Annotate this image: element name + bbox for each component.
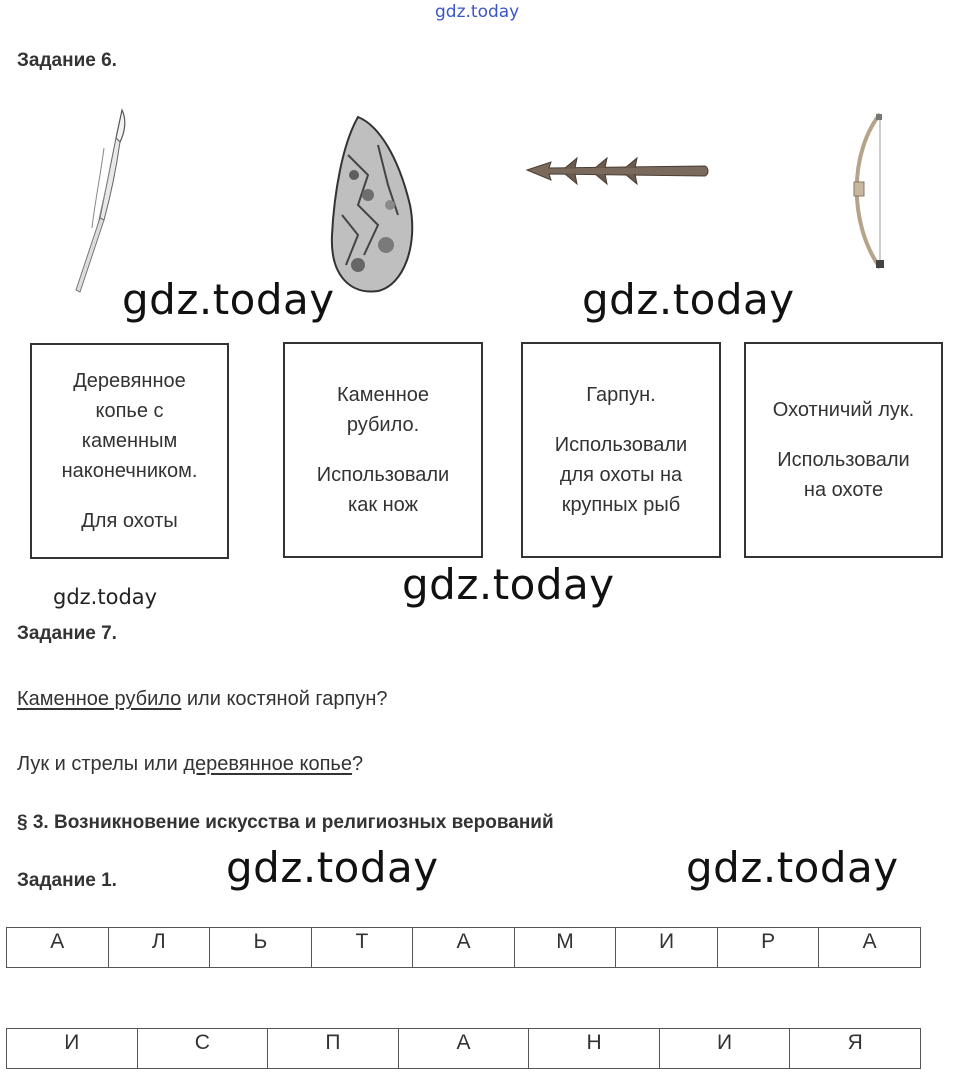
bow-icon: [840, 112, 890, 272]
letter-cell: Л: [108, 928, 210, 968]
letter-cell: Р: [717, 928, 819, 968]
table-row: [7, 1029, 921, 1069]
letter-grid-1: [6, 927, 921, 968]
card-text: для охоты на: [559, 464, 683, 486]
watermark-2: gdz.today: [582, 275, 795, 324]
card-text: Охотничий лук.: [772, 399, 915, 421]
card-hand-axe: [283, 342, 483, 558]
task7-heading: Задание 7.: [17, 623, 117, 644]
letter-cell: М: [514, 928, 616, 968]
answer-underlined: Каменное рубило: [17, 688, 182, 710]
watermark-top: gdz.today: [435, 2, 520, 22]
letter-cell: И: [659, 1029, 790, 1069]
letter-cell: И: [616, 928, 718, 968]
card-text: Гарпун.: [586, 384, 656, 406]
card-text: Использовали: [777, 449, 910, 471]
question-text: ?: [351, 753, 364, 775]
card-text: Для охоты: [81, 510, 178, 532]
letter-cell: С: [137, 1029, 268, 1069]
section-title: § 3. Возникновение искусства и религиозных верований: [17, 812, 554, 833]
letter-cell: Т: [311, 928, 413, 968]
task7-question-2: [17, 753, 363, 776]
letter-cell: П: [268, 1029, 399, 1069]
card-text: Использовали: [316, 464, 450, 486]
letter-cell: И: [7, 1029, 138, 1069]
letter-cell: А: [7, 928, 109, 968]
card-text: Каменное: [337, 384, 429, 406]
card-text: крупных рыб: [561, 494, 681, 516]
letter-cell: А: [413, 928, 515, 968]
watermark-4: gdz.today: [226, 843, 439, 892]
spear-icon: [70, 108, 140, 298]
letter-cell: Н: [529, 1029, 660, 1069]
card-text: как нож: [348, 494, 418, 516]
question-text: Лук и стрелы или: [17, 753, 184, 775]
watermark-3: gdz.today: [402, 560, 615, 609]
card-text: каменным: [81, 430, 178, 452]
card-text: копье с: [95, 400, 164, 422]
letter-cell: А: [819, 928, 921, 968]
watermark-small: gdz.today: [53, 585, 158, 609]
task6-heading: Задание 6.: [17, 50, 117, 71]
card-harpoon: [521, 342, 721, 558]
card-text: наконечником.: [61, 460, 198, 482]
card-text: Использовали: [554, 434, 688, 456]
watermark-5: gdz.today: [686, 843, 899, 892]
letter-cell: А: [398, 1029, 529, 1069]
hand-axe-icon: [328, 115, 418, 295]
letter-grid-2: [6, 1028, 921, 1069]
table-row: [7, 928, 921, 968]
answer-underlined: деревянное копье: [183, 753, 352, 775]
task7-question-1: [17, 688, 388, 711]
card-text: на охоте: [803, 479, 884, 501]
letter-cell: Ь: [210, 928, 312, 968]
card-text: рубило.: [346, 414, 420, 436]
card-bow: [744, 342, 943, 558]
harpoon-icon: [525, 150, 710, 190]
letter-cell: Я: [790, 1029, 921, 1069]
watermark-1: gdz.today: [122, 275, 335, 324]
card-spear: [30, 343, 229, 559]
question-text: или костяной гарпун?: [181, 688, 388, 710]
card-text: Деревянное: [73, 370, 186, 392]
task1-heading: Задание 1.: [17, 870, 117, 891]
